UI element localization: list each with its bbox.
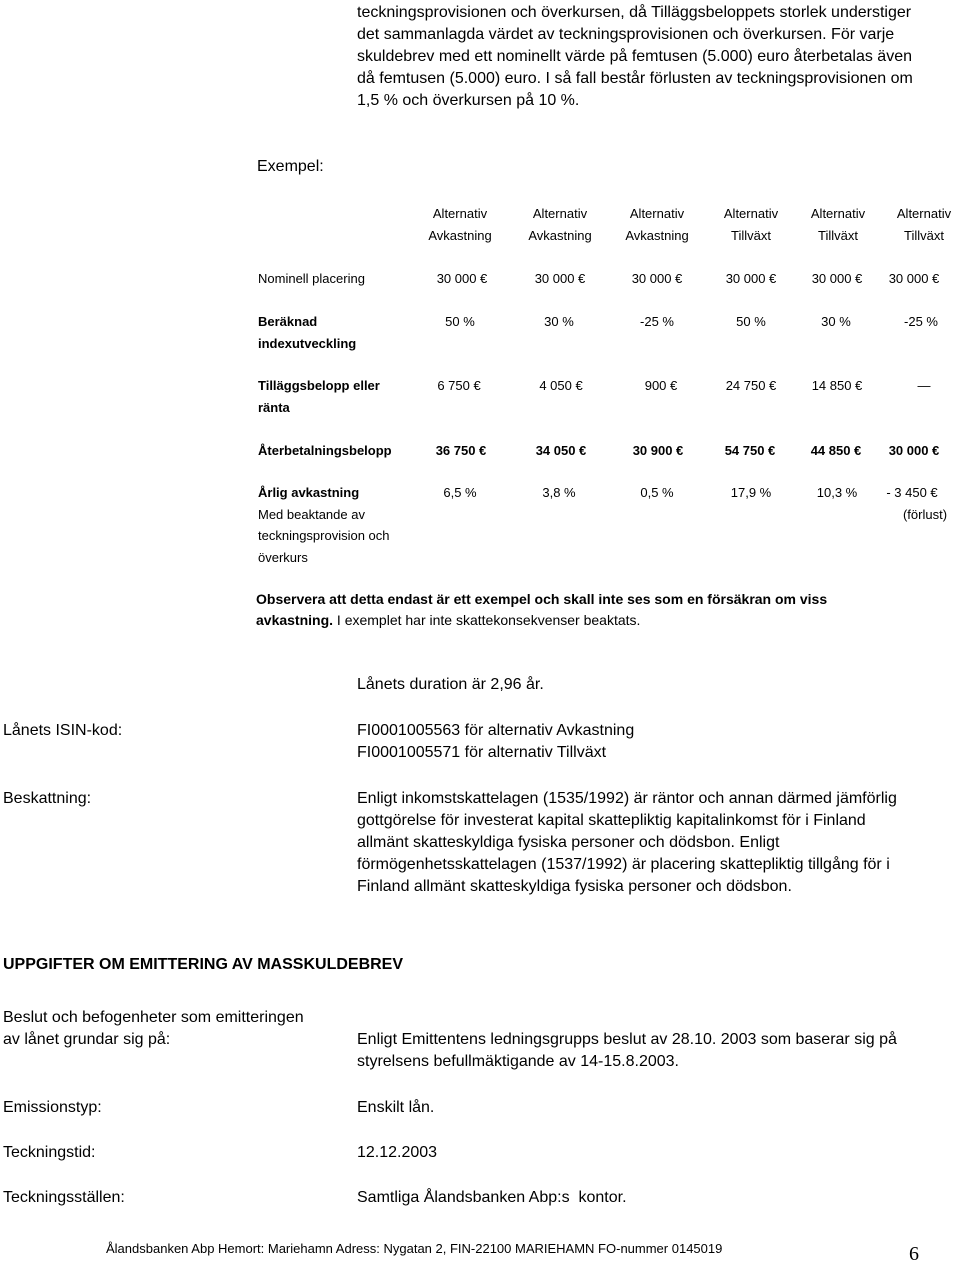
issue-type-value: Enskilt lån. [357, 1099, 435, 1116]
cell-annual: - 3 450 € [886, 485, 938, 500]
issue-type-label: Emissionstyp: [3, 1099, 102, 1116]
intro-paragraph [357, 2, 937, 112]
column-header: Alternativ Avkastning [428, 206, 492, 243]
cell-index: 50 % [736, 314, 766, 329]
column-header: Alternativ Tillväxt [810, 206, 866, 243]
section-heading: UPPGIFTER OM EMITTERING AV MASSKULDEBREV [3, 956, 404, 973]
cell-repayment: 30 000 € [888, 443, 940, 458]
intro-line: då femtusen (5.000) euro. I så fall består förlusten av teckningsprovisionen om [357, 70, 913, 87]
cell-addition: — [917, 378, 931, 393]
intro-line: teckningsprovisionen och överkursen, då Tilläggsbeloppets storlek understiger [357, 4, 912, 21]
column-header: Alternativ Tillväxt [896, 206, 952, 243]
subscription-time-label: Teckningstid: [3, 1144, 96, 1161]
cell-addition: 14 850 € [811, 378, 863, 393]
cell-addition: 6 750 € [437, 378, 481, 393]
example-notice: Observera att detta endast är ett exempel och skall inte ses som en försäkran om viss avkastning. I exemplet har inte skattekonsekvenser beaktats. [256, 591, 828, 628]
column-header: Alternativ Tillväxt [723, 206, 779, 243]
cell-nominal: 30 000 € [888, 271, 940, 286]
cell-repayment: 30 900 € [632, 443, 684, 458]
footer: Ålandsbanken Abp Hemort: Mariehamn Adress: Nygatan 2, FIN-22100 MARIEHAMN FO-nummer 0145019 [106, 1241, 723, 1256]
subscription-places-label: Teckningsställen: [3, 1189, 125, 1206]
cell-annual: 10,3 % [816, 485, 858, 500]
isin-label: Lånets ISIN-kod: [3, 722, 123, 739]
isin-values: FI0001005563 för alternativ Avkastning FI0001005571 för alternativ Tillväxt [357, 722, 635, 761]
row-label-repayment: Återbetalningsbelopp [258, 443, 392, 458]
subscription-time-value: 12.12.2003 [357, 1144, 438, 1161]
intro-line: skuldebrev med ett nominellt värde på femtusen (5.000) euro återbetalas även [357, 48, 912, 65]
page-number: 6 [909, 1243, 919, 1265]
cell-nominal: 30 000 € [811, 271, 863, 286]
decision-text: Enligt Emittentens ledningsgrupps beslut av 28.10. 2003 som baserar sig på styrelsens befullmäktigande av 14-15.8.2003. [357, 1031, 897, 1070]
cell-repayment: 36 750 € [435, 443, 487, 458]
column-header: Alternativ Avkastning [625, 206, 689, 243]
cell-annual: 17,9 % [730, 485, 772, 500]
cell-index: 50 % [445, 314, 475, 329]
cell-nominal: 30 000 € [436, 271, 488, 286]
cell-repayment: 44 850 € [810, 443, 862, 458]
subscription-places-value: Samtliga Ålandsbanken Abp:s kontor. [357, 1189, 627, 1206]
example-heading: Exempel: [257, 158, 324, 175]
cell-index: 30 % [544, 314, 574, 329]
cell-annual: 3,8 % [542, 485, 576, 500]
cell-index: -25 % [640, 314, 674, 329]
cell-addition: 24 750 € [725, 378, 777, 393]
cell-index: -25 % [904, 314, 938, 329]
tax-text: Enligt inkomstskattelagen (1535/1992) är räntor och annan därmed jämförlig gottgörelse för investerat kapital skattepliktig kapitalinkomst för i Finland allmänt skatteskyldiga fysiska personer och dödsbon. Enligt förmögenhetsskattelagen (1537/1992) är placering skattepliktig tillgång för i Finland allmänt skatteskyldiga fysiska personer och dödsbon. [357, 790, 897, 895]
intro-line: 1,5 % och överkursen på 10 %. [357, 92, 580, 109]
cell-addition: 4 050 € [539, 378, 583, 393]
duration-text: Lånets duration är 2,96 år. [357, 676, 544, 693]
intro-line: det sammanlagda värdet av teckningsprovisionen och överkursen. För varje [357, 26, 895, 43]
row-label-index: Beräknad indexutveckling [258, 314, 357, 351]
column-header: Alternativ Avkastning [528, 206, 592, 243]
row-label-annual: Årlig avkastning Med beaktande av teckningsprovision och överkurs [258, 485, 390, 565]
loss-note: (förlust) [902, 507, 948, 522]
cell-addition: 900 € [644, 378, 678, 393]
tax-label: Beskattning: [3, 790, 92, 807]
decision-label: Beslut och befogenheter som emitteringen av lånet grundar sig på: [3, 1009, 304, 1048]
cell-annual: 0,5 % [640, 485, 674, 500]
cell-index: 30 % [821, 314, 851, 329]
cell-repayment: 54 750 € [724, 443, 776, 458]
row-label-nominal: Nominell placering [258, 271, 365, 286]
cell-nominal: 30 000 € [631, 271, 683, 286]
row-label-addition: Tilläggsbelopp eller ränta [258, 378, 380, 415]
cell-annual: 6,5 % [443, 485, 477, 500]
cell-repayment: 34 050 € [535, 443, 587, 458]
cell-nominal: 30 000 € [534, 271, 586, 286]
cell-nominal: 30 000 € [725, 271, 777, 286]
